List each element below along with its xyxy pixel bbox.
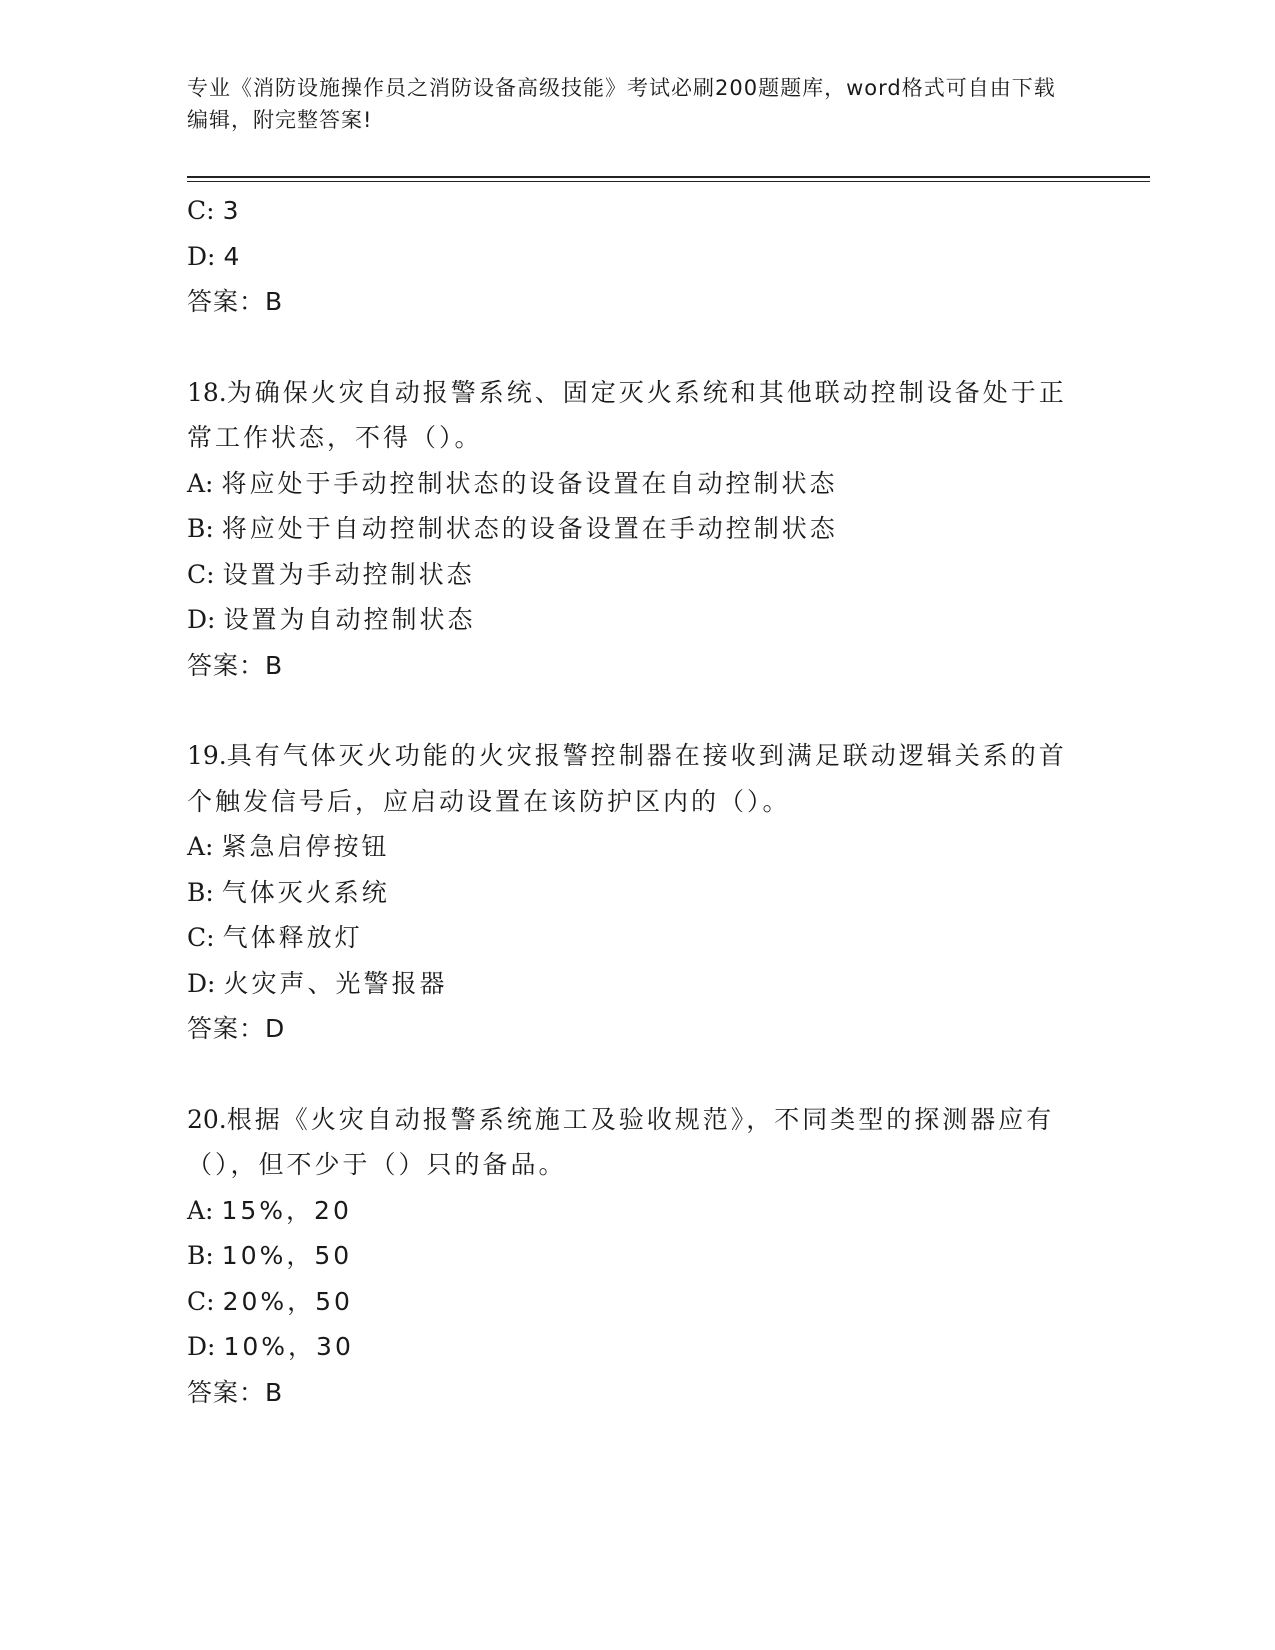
option-text: 10%，30: [223, 1332, 354, 1361]
option-letter: C:: [187, 196, 215, 225]
option-text: 紧急启停按钮: [221, 832, 390, 861]
option-a: [187, 461, 1077, 507]
option-text: 气体释放灯: [222, 923, 363, 952]
option-b: [187, 870, 1077, 916]
header-divider-thick: [187, 176, 1150, 178]
answer-line: 答案：B: [187, 1377, 284, 1407]
option-text: 20%，50: [222, 1286, 353, 1316]
option-c: [187, 552, 1077, 598]
option-a: [187, 824, 1077, 870]
question-number: 19.: [187, 741, 227, 770]
question-stem: [187, 370, 1077, 461]
option-letter: A:: [187, 468, 214, 498]
question-text: 根据《火灾自动报警系统施工及验收规范》，不同类型的探测器应有（），但不少于（）只的备品。: [187, 1104, 1055, 1179]
header-divider-thin: [187, 181, 1150, 182]
question-stem: [187, 1097, 1077, 1188]
answer-line: 答案：B: [187, 287, 284, 316]
option-a: [187, 1188, 1077, 1234]
option-c: [187, 1279, 1077, 1325]
option-letter: C:: [187, 559, 215, 589]
document-header: 专业《消防设施操作员之消防设备高级技能》考试必刷200题题库，word格式可自由下载编辑，附完整答案!: [187, 76, 1056, 132]
question-number: 20.: [187, 1104, 227, 1134]
option-text: 15%，20: [221, 1195, 352, 1225]
answer-line: 答案：D: [187, 1014, 286, 1043]
option-c: [187, 188, 1077, 234]
option-d: [187, 1324, 1077, 1370]
question-number: 18.: [187, 377, 227, 407]
option-letter: D:: [187, 605, 216, 634]
option-text: 气体灭火系统: [221, 877, 390, 907]
option-letter: B:: [187, 877, 214, 907]
option-text: 设置为自动控制状态: [223, 605, 476, 634]
option-text: 设置为手动控制状态: [222, 559, 475, 589]
option-letter: A:: [187, 1195, 214, 1225]
option-text: 3: [222, 196, 242, 225]
option-text: 将应处于自动控制状态的设备设置在手动控制状态: [221, 514, 838, 543]
spacer: [187, 325, 1077, 370]
option-letter: C:: [187, 1286, 215, 1316]
option-text: 4: [223, 241, 243, 271]
option-b: [187, 1233, 1077, 1279]
option-d: [187, 961, 1077, 1007]
option-letter: D:: [187, 241, 216, 271]
option-text: 将应处于手动控制状态的设备设置在自动控制状态: [221, 468, 838, 498]
question-text: 为确保火灾自动报警系统、固定灭火系统和其他联动控制设备处于正常工作状态，不得（）。: [187, 377, 1067, 452]
option-d: [187, 234, 1077, 280]
option-d: [187, 597, 1077, 643]
option-letter: B:: [187, 1241, 214, 1270]
spacer: [187, 688, 1077, 733]
option-letter: C:: [187, 923, 215, 952]
option-text: 10%，50: [221, 1241, 353, 1270]
option-letter: B:: [187, 514, 214, 543]
question-stem: [187, 733, 1077, 824]
answer-line: 答案：B: [187, 650, 284, 680]
option-b: [187, 506, 1077, 552]
question-text: 具有气体灭火功能的火灾报警控制器在接收到满足联动逻辑关系的首个触发信号后，应启动设置在该防护区内的（）。: [187, 741, 1067, 816]
option-letter: A:: [187, 832, 214, 861]
option-text: 火灾声、光警报器: [223, 968, 448, 998]
question-content: [187, 188, 1077, 1415]
option-letter: D:: [187, 1332, 216, 1361]
option-letter: D:: [187, 968, 216, 998]
option-c: [187, 915, 1077, 961]
spacer: [187, 1052, 1077, 1097]
